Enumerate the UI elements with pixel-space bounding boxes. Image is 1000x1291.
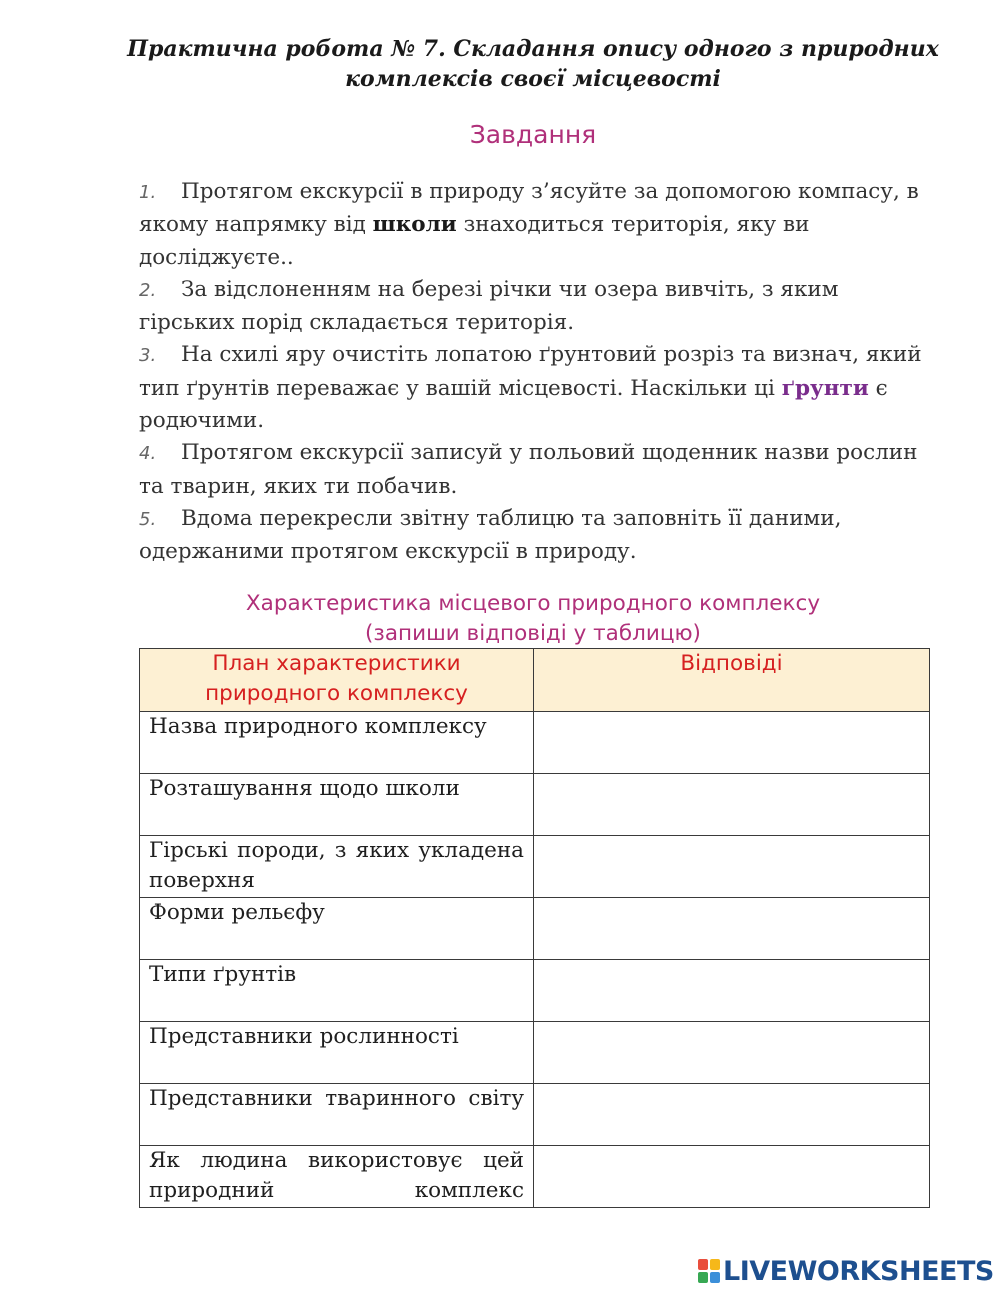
column-header-plan-line: План характеристики (212, 651, 461, 676)
answer-cell[interactable] (534, 774, 930, 836)
task-item (139, 176, 929, 274)
column-header-answers: Відповіді (534, 649, 930, 712)
tasks-heading: Завдання (469, 120, 597, 149)
task-item (139, 339, 929, 437)
task-number: 3. (139, 345, 157, 367)
row-label: Розташування щодо школи (149, 776, 460, 801)
row-label-cell (140, 898, 534, 960)
characteristics-table (139, 648, 930, 1208)
row-label: Гірські породи, з яких укладена поверхня (149, 838, 524, 893)
task-text: знаходиться територія, яку ви досліджуєте.. (139, 212, 810, 270)
task-text: є родючими. (139, 375, 888, 434)
task-list (139, 176, 929, 569)
table-row (140, 898, 930, 960)
column-header-plan (140, 649, 534, 712)
liveworksheets-logo[interactable] (698, 1256, 994, 1286)
task-keyword-link[interactable]: ґрунти (781, 375, 869, 401)
task-number: 1. (139, 182, 157, 203)
answer-cell[interactable] (534, 960, 930, 1022)
table-header-row (140, 649, 930, 712)
table-row (140, 1022, 930, 1084)
row-label-cell (140, 1084, 534, 1146)
task-item (139, 503, 929, 569)
table-row (140, 712, 930, 774)
row-label: Як людина використовує цей природний комплекс (149, 1148, 524, 1203)
liveworksheets-logo-icon (698, 1259, 720, 1283)
column-header-plan-line: природного комплексу (205, 681, 468, 706)
answer-cell[interactable] (534, 1084, 930, 1146)
answer-input[interactable] (534, 836, 929, 897)
answer-cell[interactable] (534, 898, 930, 960)
task-item (139, 437, 929, 503)
table-row (140, 1146, 930, 1208)
row-label-cell (140, 774, 534, 836)
task-keyword: школи (372, 212, 457, 238)
logo-mark-square (710, 1259, 720, 1270)
answer-input[interactable] (534, 774, 929, 835)
task-number: 4. (139, 443, 157, 465)
answer-input[interactable] (534, 1084, 929, 1145)
task-text: На схилі яру очистіть лопатою ґрунтовий розріз та визнач, який тип ґрунтів переважає у вашій місцевості. Наскільки ці (139, 342, 922, 401)
task-text: За відслоненням на березі річки чи озера вивчіть, з яким гірських порід складається територія. (139, 276, 839, 336)
table-caption-instruction: (запиши відповіді у таблицю) (365, 621, 701, 646)
row-label: Представники тваринного світу (149, 1086, 524, 1111)
logo-text: LIVEWORKSHEETS (723, 1255, 994, 1287)
task-number: 5. (139, 508, 157, 530)
logo-mark-square (698, 1272, 708, 1283)
task-text: Протягом екскурсії в природу з’ясуйте за допомогою компасу, в якому напрямку від (139, 179, 919, 238)
row-label-cell (140, 836, 534, 898)
task-text: Вдома перекресли звітну таблицю та заповніть її даними, одержаними протягом екскурсії в природу. (139, 505, 842, 565)
logo-mark-square (710, 1272, 720, 1283)
answer-cell[interactable] (534, 712, 930, 774)
row-label: Форми рельєфу (149, 900, 325, 925)
row-label: Типи ґрунтів (149, 962, 297, 987)
table-caption (0, 589, 1000, 649)
row-label-cell (140, 960, 534, 1022)
task-item (139, 274, 929, 340)
row-label-cell (140, 712, 534, 774)
table-row (140, 1084, 930, 1146)
page-title: Практична робота № 7. Складання опису одного з природних комплексів своєї місцевості (127, 36, 939, 92)
answer-input[interactable] (534, 960, 929, 1021)
answer-input[interactable] (534, 898, 929, 959)
answer-input[interactable] (534, 712, 929, 773)
table-caption-title: Характеристика місцевого природного комплексу (245, 591, 821, 616)
task-number: 2. (139, 279, 157, 301)
answer-cell[interactable] (534, 836, 930, 898)
logo-mark-square (698, 1259, 708, 1270)
table-row (140, 836, 930, 898)
answer-cell[interactable] (534, 1022, 930, 1084)
table-row (140, 960, 930, 1022)
row-label: Назва природного комплексу (149, 714, 487, 739)
answer-input[interactable] (534, 1022, 929, 1083)
row-label-cell (140, 1146, 534, 1208)
answer-cell[interactable] (534, 1146, 930, 1208)
table-row (140, 774, 930, 836)
answer-input[interactable] (534, 1146, 929, 1207)
task-text: Протягом екскурсії записуй у польовий щоденник назви рослин та тварин, яких ти побачив. (139, 440, 918, 499)
row-label: Представники рослинності (149, 1024, 459, 1049)
row-label-cell (140, 1022, 534, 1084)
